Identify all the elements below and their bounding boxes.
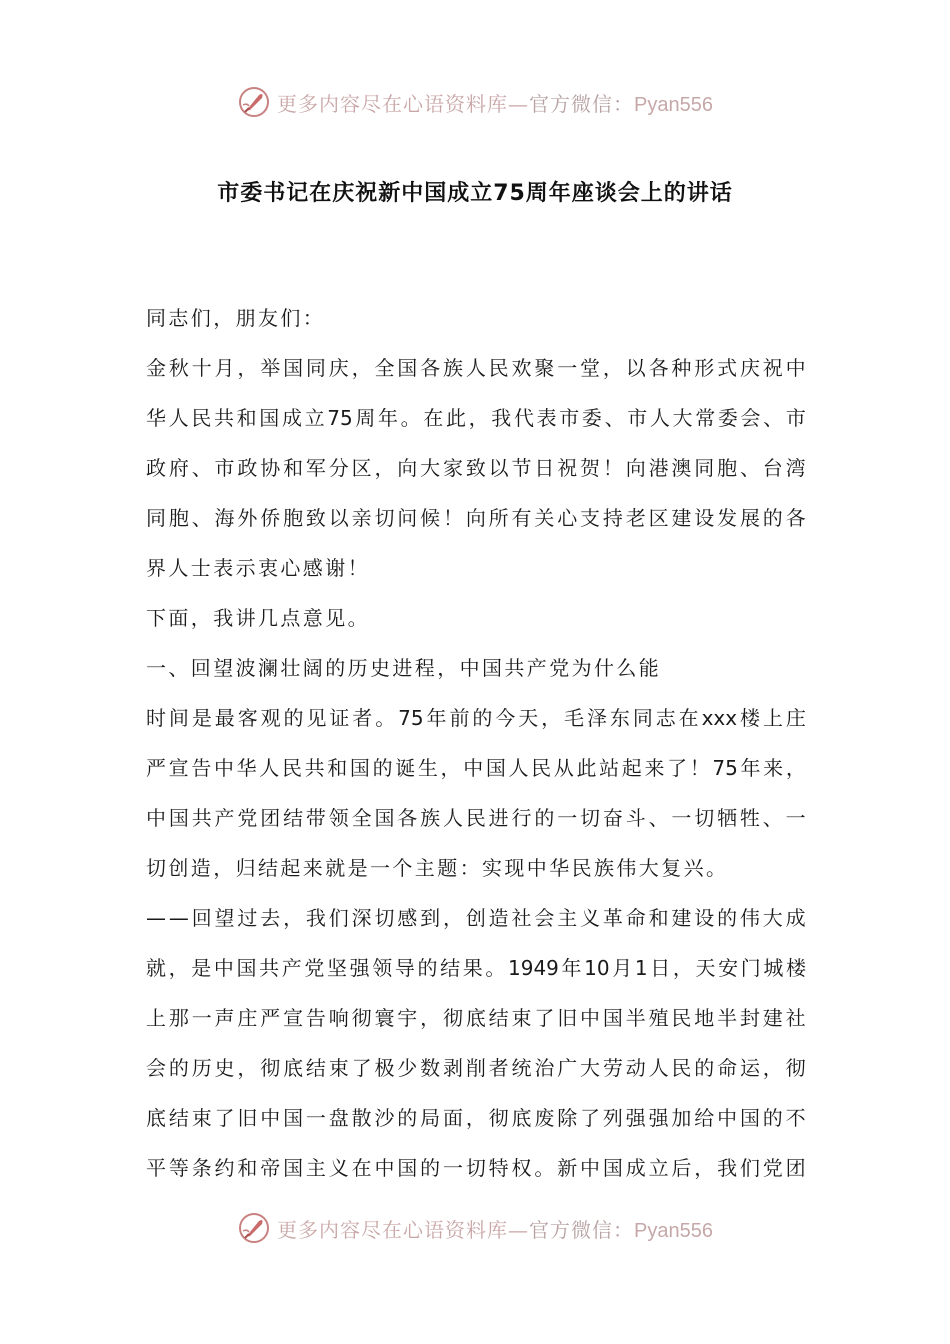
text-line: 一、回望波澜壮阔的历史进程，中国共产党为什么能	[146, 656, 662, 680]
watermark-text	[277, 1214, 713, 1243]
text-line: 下面，我讲几点意见。	[146, 606, 370, 630]
quill-logo-icon	[237, 1211, 271, 1245]
text-line: 中 国 共 产 党 团 结 带 领 全 国 各 族 人 民 进 行 的 一 切 奋 斗 、 一 切 牺 牲 、 一	[146, 806, 806, 830]
text-line: — — 回 望 过 去 ， 我 们 深 切 感 到 ， 创 造 社 会 主 义 革 命 和 建 设 的 伟 大 成	[146, 906, 806, 930]
text-line: 上 那 一 声 庄 严 宣 告 响 彻 寰 宇 ， 彻 底 结 束 了 旧 中 国 半 殖 民 地 半 封 建 社	[146, 1006, 806, 1030]
text-line: 平 等 条 约 和 帝 国 主 义 在 中 国 的 一 切 特 权 。 新 中 国 成 立 后 ， 我 们 党 团	[146, 1156, 806, 1180]
text-line: 会 的 历 史 ， 彻 底 结 束 了 极 少 数 剥 削 者 统 治 广 大 劳 动 人 民 的 命 运 ， 彻	[146, 1056, 806, 1080]
document-title: 市委书记在庆祝新中国成立75周年座谈会上的讲话	[217, 181, 733, 206]
watermark-group	[237, 85, 713, 119]
text-line: 华 人 民 共 和 国 成 立 75 周 年 。 在 此 ， 我 代 表 市 委 、 市 人 大 常 委 会 、 市	[146, 406, 806, 430]
quill-logo-icon	[237, 85, 271, 119]
watermark-site-name: 更多内容尽在心语资料库	[277, 91, 509, 116]
text-line: 金 秋 十 月 ， 举 国 同 庆 ， 全 国 各 族 人 民 欢 聚 一 堂 ， 以 各 种 形 式 庆 祝 中	[146, 356, 806, 380]
watermark-dash: —	[508, 1217, 530, 1242]
watermark-text	[277, 88, 713, 117]
text-line: 严 宣 告 中 华 人 民 共 和 国 的 诞 生 ， 中 国 人 民 从 此 站 起 来 了 ！ 75 年 来 ，	[146, 756, 806, 780]
watermark-wechat-id: Pyan556	[634, 93, 713, 116]
text-line: 同 胞 、 海 外 侨 胞 致 以 亲 切 问 候 ！ 向 所 有 关 心 支 持 老 区 建 设 发 展 的 各	[146, 506, 806, 530]
watermark-wechat-label: 官方微信：	[529, 91, 635, 116]
text-line: 时 间 是 最 客 观 的 见 证 者 。 75 年 前 的 今 天 ， 毛 泽 东 同 志 在 xxx 楼 上 庄	[146, 706, 806, 730]
text-line: 政 府 、 市 政 协 和 军 分 区 ， 向 大 家 致 以 节 日 祝 贺 ！ 向 港 澳 同 胞 、 台 湾	[146, 456, 806, 480]
text-line: 同志们，朋友们：	[146, 306, 326, 330]
watermark-site-name: 更多内容尽在心语资料库	[277, 1217, 509, 1242]
text-line: 切创造，归结起来就是一个主题：实现中华民族伟大复兴。	[146, 856, 729, 880]
footer-watermark-banner	[0, 1208, 950, 1248]
text-line: 就 ， 是 中 国 共 产 党 坚 强 领 导 的 结 果 。 1949 年 10 月 1 日 ， 天 安 门 城 楼	[146, 956, 806, 980]
text-line: 底 结 束 了 旧 中 国 一 盘 散 沙 的 局 面 ， 彻 底 废 除 了 列 强 强 加 给 中 国 的 不	[146, 1106, 806, 1130]
watermark-group	[237, 1211, 713, 1245]
text-line: 界人士表示衷心感谢！	[146, 556, 370, 580]
watermark-wechat-id: Pyan556	[634, 1219, 713, 1242]
watermark-dash: —	[508, 91, 530, 116]
document-body	[146, 298, 806, 1198]
watermark-wechat-label: 官方微信：	[529, 1217, 635, 1242]
header-watermark-banner	[0, 82, 950, 122]
